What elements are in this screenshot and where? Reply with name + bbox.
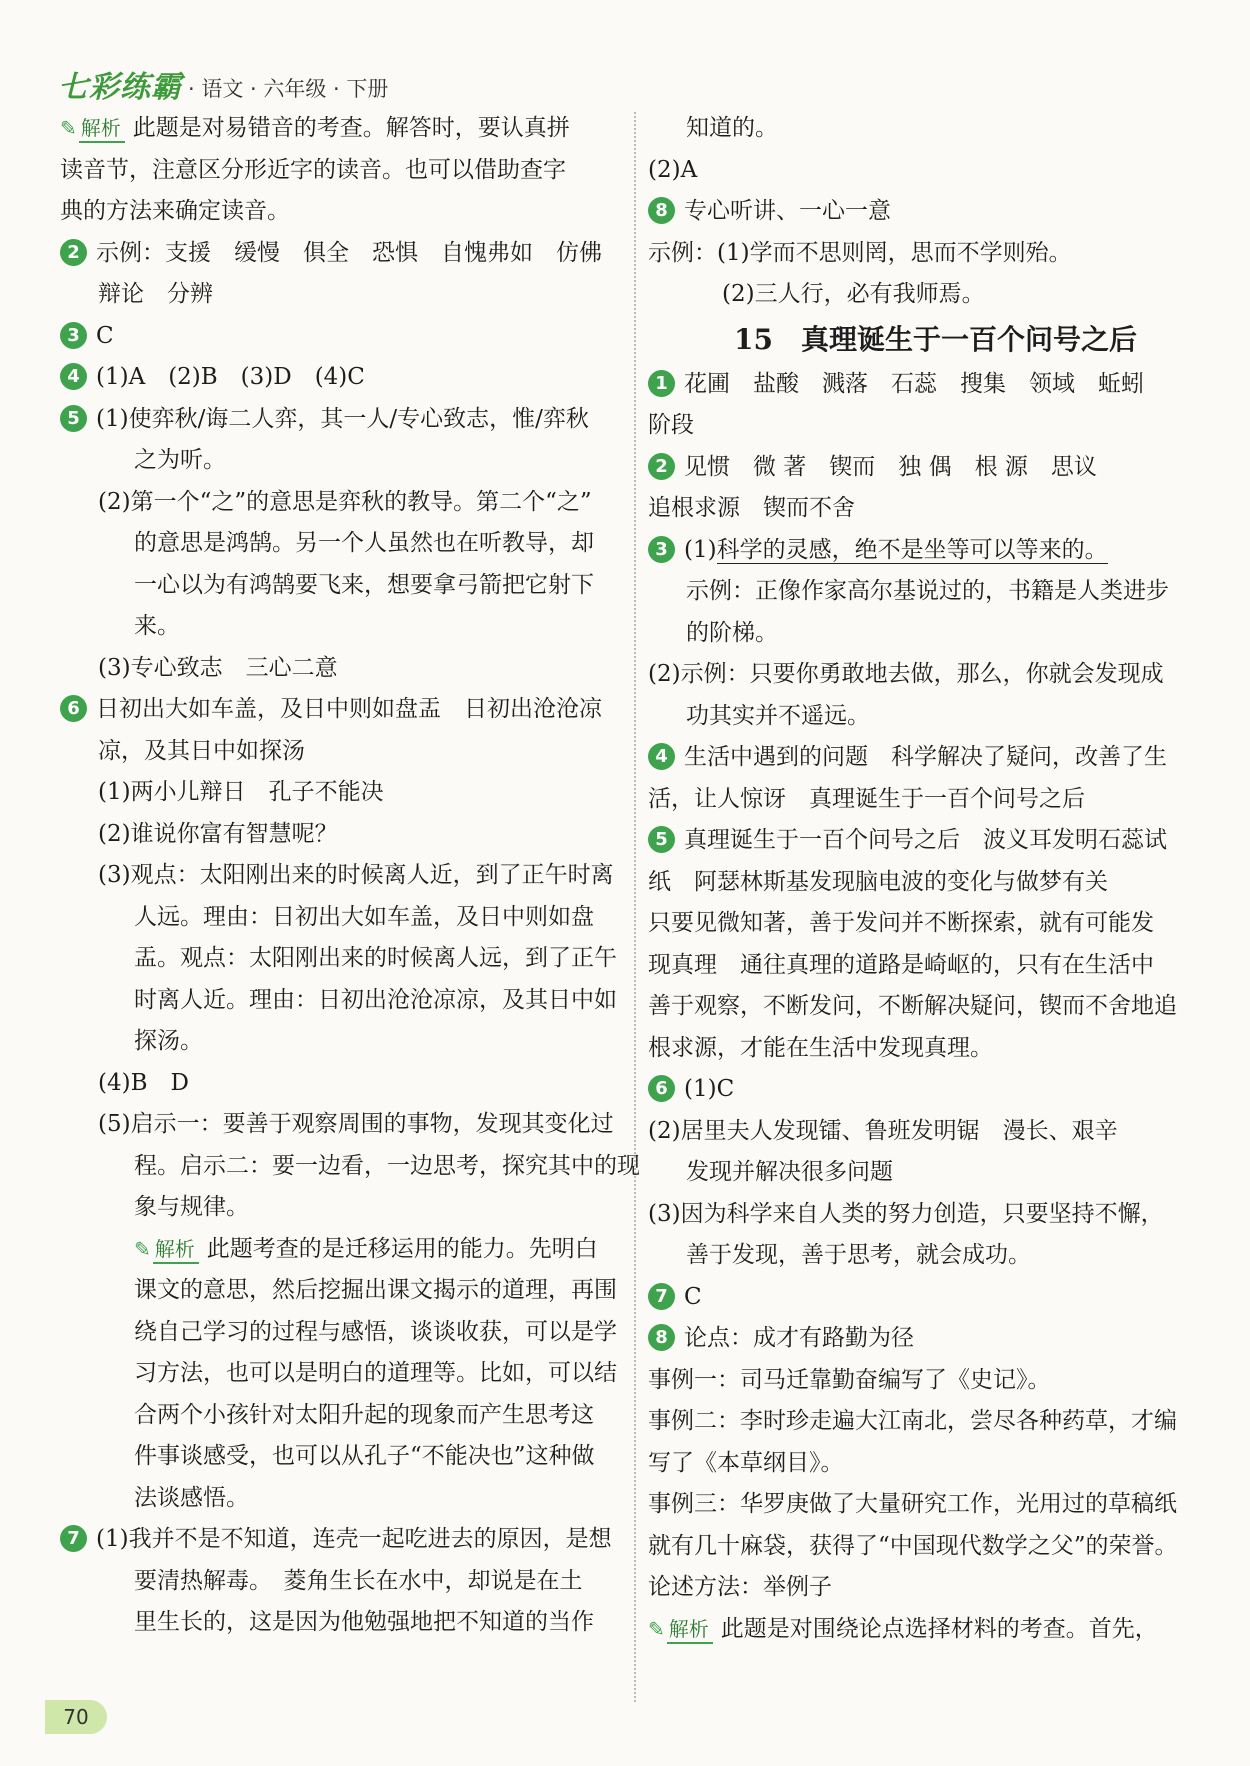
brand-logo: 七彩练霸 — [58, 70, 182, 105]
text-line: 功其实并不遥远。 — [686, 702, 870, 729]
text-line: 论述方法：举例子 — [648, 1574, 832, 1600]
answer-2 — [60, 233, 630, 275]
text-line: 现真理 通往真理的道路是崎岖的，只有在生活中 — [648, 951, 1154, 978]
number-badge: 2 — [60, 239, 87, 266]
number-badge: 8 — [648, 197, 675, 224]
text-line: 阶段 — [648, 412, 694, 438]
text-line: 追根求源 锲而不舍 — [648, 495, 855, 521]
pencil-icon: ✎ — [134, 1236, 151, 1261]
text-line: (3)因为科学来自人类的努力创造，只要坚持不懈， — [648, 1200, 1164, 1227]
answer-7 — [60, 1519, 630, 1561]
text: 生活中遇到的问题 科学解决了疑问，改善了生 — [684, 744, 1167, 770]
answer-5 — [60, 399, 630, 441]
analysis-line — [648, 1609, 1223, 1651]
number-badge: 3 — [648, 536, 675, 563]
text-line: 典的方法来确定读音。 — [60, 198, 290, 224]
answer-3 — [60, 316, 630, 358]
pencil-icon: ✎ — [60, 116, 77, 140]
number-badge: 2 — [648, 453, 675, 480]
text-line: 的阶梯。 — [686, 619, 778, 646]
text-line: 习方法，也可以是明白的道理等。比如，可以结 — [134, 1360, 617, 1386]
text: 专心听讲、一心一意 — [684, 198, 891, 224]
text: C — [684, 1283, 702, 1310]
right-column — [648, 108, 1223, 1650]
text: 日初出大如车盖，及日中则如盘盂 日初出沧沧凉 — [96, 696, 602, 722]
number-badge: 4 — [60, 363, 87, 390]
text-line: 程。启示二：要一边看，一边思考，探究其中的现 — [134, 1152, 640, 1179]
text-line: 辩论 分辨 — [98, 281, 213, 307]
page-number: 70 — [45, 1700, 107, 1734]
text-line: 件事谈感受，也可以从孔子“不能决也”这种做 — [134, 1443, 595, 1469]
text-line: 根求源，才能在生活中发现真理。 — [648, 1034, 993, 1061]
text: 此题是对围绕论点选择材料的考查。首先， — [720, 1615, 1158, 1642]
text-line: 要清热解毒。 菱角生长在水中，却说是在土 — [134, 1567, 583, 1594]
text-line: 发现并解决很多问题 — [686, 1159, 893, 1185]
text-line: (2)三人行，必有我师焉。 — [722, 281, 985, 307]
pencil-icon: ✎ — [648, 1616, 665, 1641]
text-line: 写了《本草纲目》。 — [648, 1449, 844, 1476]
text-line: 就有几十麻袋，获得了“中国现代数学之父”的荣誉。 — [648, 1532, 1178, 1559]
text: 论点：成才有路勤为径 — [684, 1325, 914, 1351]
text-line: 人远。理由：日初出大如车盖，及日中则如盘 — [134, 903, 594, 930]
text-line: 知道的。 — [686, 115, 778, 141]
text-line: 法谈感悟。 — [134, 1484, 249, 1511]
answer-8 — [648, 1318, 1223, 1360]
text: 花圃 盐酸 溅落 石蕊 搜集 领域 蚯蚓 — [684, 370, 1144, 397]
text-line: 合两个小孩针对太阳升起的现象而产生思考这 — [134, 1401, 594, 1428]
text: (1)C — [684, 1076, 735, 1102]
number-badge: 7 — [648, 1283, 675, 1310]
answer-7 — [648, 1277, 1223, 1319]
number-badge: 5 — [60, 405, 87, 432]
text: (1)我并不是不知道，连壳一起吃进去的原因，是想 — [96, 1526, 612, 1552]
text: (1)使弈秋/诲二人弈，其一人/专心致志，惟/弈秋 — [96, 405, 589, 432]
analysis-tag: 解析 — [153, 1236, 199, 1264]
text-line: 来。 — [134, 613, 180, 639]
text-line: 的意思是鸿鹄。另一个人虽然也在听教导，却 — [134, 530, 594, 556]
text-line: 只要见微知著，善于发问并不断探索，就有可能发 — [648, 910, 1154, 936]
text-line: 里生长的，这是因为他勉强地把不知道的当作 — [134, 1609, 594, 1635]
text-line: 一心以为有鸿鹄要飞来，想要拿弓箭把它射下 — [134, 571, 594, 598]
text-line: 读音节，注意区分形近字的读音。也可以借助查字 — [60, 156, 566, 183]
answer-4 — [60, 357, 630, 399]
text: (1)A (2)B (3)D (4)C — [96, 364, 365, 390]
number-badge: 3 — [60, 322, 87, 349]
answer-8 — [648, 191, 1223, 233]
text-line: 课文的意思，然后挖掘出课文揭示的道理，再围 — [134, 1277, 617, 1303]
lesson-title: 15 真理诞生于一百个问号之后 — [734, 322, 1137, 356]
text: 此题是对易错音的考查。解答时，要认真拼 — [132, 115, 570, 141]
text-line: (4)B D — [98, 1069, 189, 1096]
answer-1 — [648, 364, 1223, 406]
number-badge: 8 — [648, 1324, 675, 1351]
text-line: 善于发现，善于思考，就会成功。 — [686, 1242, 1031, 1268]
number-badge: 6 — [648, 1075, 675, 1102]
number-badge: 7 — [60, 1525, 87, 1552]
text-line: (3)观点：太阳刚出来的时候离人近，到了正午时离 — [98, 862, 614, 888]
answer-6 — [648, 1069, 1223, 1111]
text-line: (2)居里夫人发现镭、鲁班发明锯 漫长、艰辛 — [648, 1117, 1118, 1144]
text-line: 示例：正像作家高尔基说过的，书籍是人类进步 — [686, 578, 1169, 604]
column-divider — [634, 112, 636, 1702]
analysis-tag: 解析 — [667, 1616, 713, 1644]
text: 此题考查的是迁移运用的能力。先明白 — [206, 1235, 598, 1262]
text-line: 示例：(1)学而不思则罔，思而不学则殆。 — [648, 239, 1072, 266]
text-line: (2)A — [648, 156, 698, 183]
answer-5 — [648, 820, 1223, 862]
text: C — [96, 322, 114, 349]
page-header — [58, 58, 388, 106]
text-line: 盂。观点：太阳刚出来的时候离人远，到了正午 — [134, 945, 617, 971]
text-line: (2)谁说你富有智慧呢？ — [98, 820, 338, 847]
text-line: 事例三：华罗庚做了大量研究工作，光用过的草稿纸 — [648, 1491, 1177, 1517]
analysis-line — [60, 1229, 630, 1271]
book-subtitle: · 语文 · 六年级 · 下册 — [188, 77, 389, 101]
text: (1) — [684, 536, 717, 563]
analysis-tag: 解析 — [79, 115, 125, 143]
number-badge: 5 — [648, 826, 675, 853]
text-line: (1)两小儿辩日 孔子不能决 — [98, 779, 384, 805]
answer-3 — [648, 530, 1223, 572]
text: 真理诞生于一百个问号之后 波义耳发明石蕊试 — [684, 827, 1167, 853]
text-line: 探汤。 — [134, 1028, 203, 1054]
text-line: 活，让人惊讶 真理诞生于一百个问号之后 — [648, 785, 1085, 812]
underlined-sentence: 科学的灵感，绝不是坐等可以等来的。 — [716, 536, 1108, 563]
text-line: 事例二：李时珍走遍大江南北，尝尽各种药草，才编 — [648, 1408, 1177, 1434]
text-line: (2)第一个“之”的意思是弈秋的教导。第二个“之” — [98, 488, 592, 515]
text-line: 时离人近。理由：日初出沧沧凉凉，及其日中如 — [134, 986, 617, 1013]
text-line: 绕自己学习的过程与感悟，谈谈收获，可以是学 — [134, 1318, 617, 1345]
text-line: 象与规律。 — [134, 1194, 249, 1220]
text-line: (2)示例：只要你勇敢地去做，那么，你就会发现成 — [648, 661, 1164, 687]
text-line: 凉，及其日中如探汤 — [98, 737, 305, 764]
text: 示例：支援 缓慢 俱全 恐惧 自愧弗如 仿佛 — [96, 239, 602, 266]
number-badge: 4 — [648, 743, 675, 770]
text-line: 纸 阿瑟林斯基发现脑电波的变化与做梦有关 — [648, 868, 1108, 895]
analysis-line — [60, 108, 630, 150]
left-column — [60, 108, 640, 1644]
text: 见惯 微 著 锲而 独 偶 根 源 思议 — [684, 453, 1097, 480]
text-line: 善于观察，不断发问，不断解决疑问，锲而不舍地追 — [648, 993, 1177, 1019]
number-badge: 1 — [648, 370, 675, 397]
number-badge: 6 — [60, 695, 87, 722]
answer-6 — [60, 689, 630, 731]
text-line: 之为听。 — [134, 447, 226, 473]
text-line: (5)启示一：要善于观察周围的事物，发现其变化过 — [98, 1111, 614, 1137]
text-line: (3)专心致志 三心二意 — [98, 654, 338, 681]
text-line: 事例一：司马迁靠勤奋编写了《史记》。 — [648, 1366, 1051, 1393]
answer-4 — [648, 737, 1223, 779]
answer-2 — [648, 447, 1223, 489]
